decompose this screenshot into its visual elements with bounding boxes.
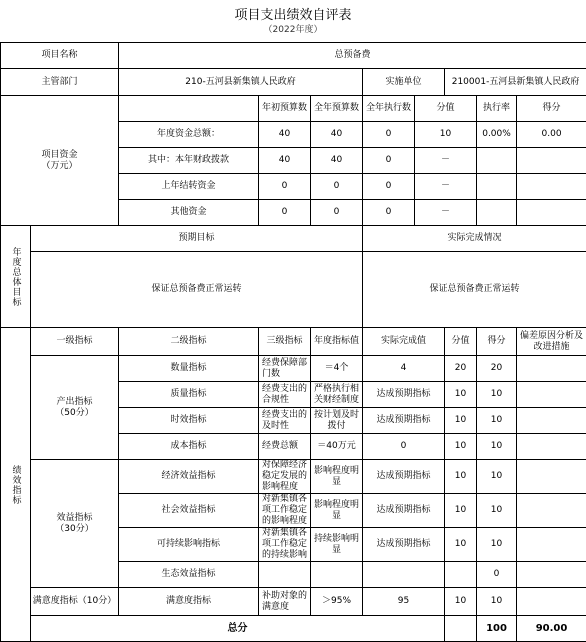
perf-target: 持续影响明显 bbox=[311, 528, 363, 562]
funds-cell bbox=[517, 200, 586, 226]
perf-actual: 达成预期指标 bbox=[363, 408, 445, 434]
perf-l2: 质量指标 bbox=[119, 382, 259, 408]
perf-l2: 可持续影响指标 bbox=[119, 528, 259, 562]
perf-score: 10 bbox=[445, 434, 477, 460]
perf-got: 10 bbox=[477, 494, 517, 528]
perf-remark bbox=[517, 382, 586, 408]
perf-l2: 社会效益指标 bbox=[119, 494, 259, 528]
perf-row bbox=[1, 460, 586, 494]
perf-col-header: 得分 bbox=[477, 328, 517, 356]
total-got: 90.00 bbox=[517, 616, 586, 642]
funds-cell: 40 bbox=[311, 122, 363, 148]
perf-target: ＝40万元 bbox=[311, 434, 363, 460]
perf-got: 10 bbox=[477, 408, 517, 434]
perf-remark bbox=[517, 434, 586, 460]
perf-l1: 满意度指标（10分） bbox=[31, 588, 119, 616]
funds-cell: 0 bbox=[363, 200, 415, 226]
funds-col-header: 分值 bbox=[415, 96, 477, 122]
total-score: 100 bbox=[477, 616, 517, 642]
funds-col-header: 全年预算数 bbox=[311, 96, 363, 122]
perf-target: 严格执行相关财经制度 bbox=[311, 382, 363, 408]
report-year: （2022年度） bbox=[0, 22, 586, 35]
project-name-row bbox=[1, 43, 586, 69]
perf-l2: 生态效益指标 bbox=[119, 562, 259, 588]
perf-l3: 经费支出的合规性 bbox=[259, 382, 311, 408]
perf-got: 10 bbox=[477, 528, 517, 562]
perf-l1: 产出指标 （50分） bbox=[31, 356, 119, 460]
funds-col-header: 全年执行数 bbox=[363, 96, 415, 122]
perf-actual: 0 bbox=[363, 434, 445, 460]
perf-actual: 达成预期指标 bbox=[363, 382, 445, 408]
perf-l2: 数量指标 bbox=[119, 356, 259, 382]
funds-header-row bbox=[1, 96, 586, 122]
funds-row-name: 其他资金 bbox=[119, 200, 259, 226]
funds-blank-header bbox=[119, 96, 259, 122]
perf-target: ＝4个 bbox=[311, 356, 363, 382]
perf-col-header: 年度指标值 bbox=[311, 328, 363, 356]
actual-goal-header: 实际完成情况 bbox=[363, 226, 586, 252]
funds-cell: 0 bbox=[363, 122, 415, 148]
goals-label: 年度总体目标 bbox=[1, 226, 31, 328]
perf-l3: 经费保障部门数 bbox=[259, 356, 311, 382]
funds-cell: － bbox=[415, 200, 477, 226]
funds-row-name: 年度资金总额： bbox=[119, 122, 259, 148]
perf-col-header: 分值 bbox=[445, 328, 477, 356]
perf-actual: 95 bbox=[363, 588, 445, 616]
perf-score: 10 bbox=[445, 408, 477, 434]
perf-remark bbox=[517, 562, 586, 588]
perf-label: 绩效指标 bbox=[1, 328, 31, 642]
total-row bbox=[1, 616, 586, 642]
project-name-label: 项目名称 bbox=[1, 43, 119, 69]
perf-target: 影响程度明显 bbox=[311, 460, 363, 494]
perf-score bbox=[445, 562, 477, 588]
funds-cell: 0 bbox=[363, 148, 415, 174]
funds-cell bbox=[477, 174, 517, 200]
unit-label: 实施单位 bbox=[363, 69, 445, 96]
perf-remark bbox=[517, 460, 586, 494]
perf-got: 10 bbox=[477, 434, 517, 460]
perf-got: 20 bbox=[477, 356, 517, 382]
funds-cell: 0 bbox=[311, 174, 363, 200]
perf-actual bbox=[363, 562, 445, 588]
expected-goal-header: 预期目标 bbox=[31, 226, 363, 252]
perf-l1: 效益指标 （30分） bbox=[31, 460, 119, 588]
perf-col-header: 偏差原因分析及改进措施 bbox=[517, 328, 586, 356]
funds-cell: 40 bbox=[259, 148, 311, 174]
perf-remark bbox=[517, 588, 586, 616]
funds-col-header: 得分 bbox=[517, 96, 586, 122]
funds-cell: 40 bbox=[311, 148, 363, 174]
actual-goal-text: 保证总预备费正常运转 bbox=[363, 252, 586, 328]
perf-remark bbox=[517, 408, 586, 434]
funds-row-name: 上年结转资金 bbox=[119, 174, 259, 200]
perf-got: 0 bbox=[477, 562, 517, 588]
perf-l3: 对新集镇各项工作稳定的影响程度 bbox=[259, 494, 311, 528]
perf-col-header: 三级指标 bbox=[259, 328, 311, 356]
perf-row bbox=[1, 588, 586, 616]
funds-cell bbox=[517, 174, 586, 200]
perf-target: ＞95% bbox=[311, 588, 363, 616]
funds-cell bbox=[477, 148, 517, 174]
unit-value: 210001-五河县新集镇人民政府 bbox=[445, 69, 586, 96]
funds-col-header: 执行率 bbox=[477, 96, 517, 122]
dept-label: 主管部门 bbox=[1, 69, 119, 96]
dept-row bbox=[1, 69, 586, 96]
perf-actual: 4 bbox=[363, 356, 445, 382]
perf-target bbox=[311, 562, 363, 588]
goals-header-row bbox=[1, 226, 586, 252]
perf-header-row bbox=[1, 328, 586, 356]
perf-l2: 成本指标 bbox=[119, 434, 259, 460]
perf-got: 10 bbox=[477, 382, 517, 408]
perf-l3: 补助对象的满意度 bbox=[259, 588, 311, 616]
funds-cell: 0.00% bbox=[477, 122, 517, 148]
perf-col-header: 一级指标 bbox=[31, 328, 119, 356]
funds-cell: 0 bbox=[259, 200, 311, 226]
perf-remark bbox=[517, 528, 586, 562]
evaluation-table bbox=[0, 42, 586, 642]
funds-cell bbox=[477, 200, 517, 226]
perf-target: 按计划及时拨付 bbox=[311, 408, 363, 434]
perf-actual: 达成预期指标 bbox=[363, 528, 445, 562]
report-title: 项目支出绩效自评表 bbox=[0, 4, 586, 23]
project-name-value: 总预备费 bbox=[119, 43, 586, 69]
perf-actual: 达成预期指标 bbox=[363, 460, 445, 494]
perf-target: 影响程度明显 bbox=[311, 494, 363, 528]
perf-col-header: 二级指标 bbox=[119, 328, 259, 356]
dept-value: 210-五河县新集镇人民政府 bbox=[119, 69, 363, 96]
perf-row bbox=[1, 356, 586, 382]
perf-remark bbox=[517, 494, 586, 528]
perf-got: 10 bbox=[477, 460, 517, 494]
funds-cell: 0.00 bbox=[517, 122, 586, 148]
perf-l3: 对新集镇各项工作稳定的持续影响 bbox=[259, 528, 311, 562]
perf-l3: 经费支出的及时性 bbox=[259, 408, 311, 434]
perf-got: 10 bbox=[477, 588, 517, 616]
funds-cell: － bbox=[415, 174, 477, 200]
perf-score: 10 bbox=[445, 460, 477, 494]
total-blank bbox=[445, 616, 477, 642]
perf-l2: 时效指标 bbox=[119, 408, 259, 434]
goals-row bbox=[1, 252, 586, 328]
funds-col-header: 年初预算数 bbox=[259, 96, 311, 122]
total-label: 总分 bbox=[31, 616, 445, 642]
perf-score: 10 bbox=[445, 382, 477, 408]
perf-l2: 经济效益指标 bbox=[119, 460, 259, 494]
perf-l2: 满意度指标 bbox=[119, 588, 259, 616]
funds-cell: 0 bbox=[259, 174, 311, 200]
perf-l3: 对保障经济稳定发展的影响程度 bbox=[259, 460, 311, 494]
perf-l3: 经费总额 bbox=[259, 434, 311, 460]
perf-actual: 达成预期指标 bbox=[363, 494, 445, 528]
perf-col-header: 实际完成值 bbox=[363, 328, 445, 356]
funds-cell: 10 bbox=[415, 122, 477, 148]
funds-cell bbox=[517, 148, 586, 174]
perf-l3 bbox=[259, 562, 311, 588]
expected-goal-text: 保证总预备费正常运转 bbox=[31, 252, 363, 328]
funds-label: 项目资金 （万元） bbox=[1, 96, 119, 226]
perf-score: 10 bbox=[445, 588, 477, 616]
perf-remark bbox=[517, 356, 586, 382]
funds-cell: － bbox=[415, 148, 477, 174]
funds-cell: 0 bbox=[363, 174, 415, 200]
perf-score: 10 bbox=[445, 528, 477, 562]
funds-cell: 0 bbox=[311, 200, 363, 226]
funds-row-name: 其中：本年财政拨款 bbox=[119, 148, 259, 174]
funds-cell: 40 bbox=[259, 122, 311, 148]
perf-score: 20 bbox=[445, 356, 477, 382]
perf-score: 10 bbox=[445, 494, 477, 528]
